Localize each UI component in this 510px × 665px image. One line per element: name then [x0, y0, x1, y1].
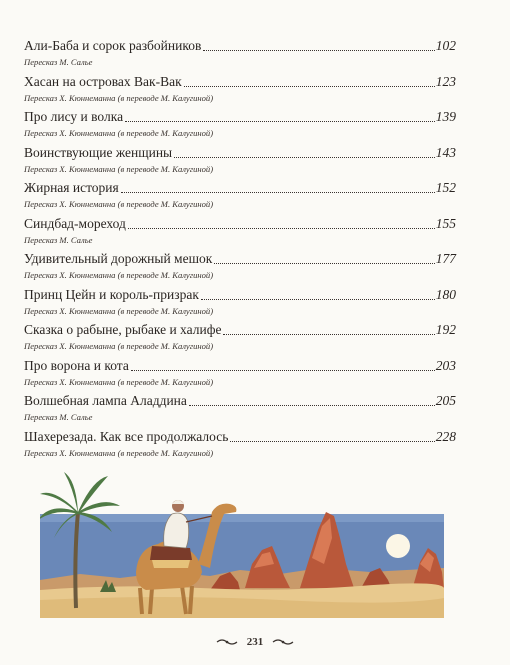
toc-entry-credit: Пересказ Х. Кюннеманна (в переводе М. Калугиной) — [24, 128, 214, 138]
toc-entry-title[interactable]: Хасан на островах Вак-Вак — [24, 73, 182, 89]
toc-entry[interactable] — [24, 216, 456, 252]
toc-entry-page: 192 — [435, 322, 456, 337]
dot-leader — [203, 49, 434, 51]
ornament-right-icon — [272, 638, 294, 646]
toc-entry-credit: Пересказ Х. Кюннеманна (в переводе М. Калугиной) — [24, 376, 214, 387]
toc-entry[interactable] — [24, 74, 456, 110]
dot-leader — [125, 120, 435, 122]
dot-leader — [121, 191, 435, 193]
toc-entry-title[interactable]: Про лису и волка — [24, 109, 124, 124]
toc-entry[interactable] — [24, 251, 456, 287]
toc-entry-credit: Пересказ М. Салье — [24, 412, 93, 422]
toc-entry[interactable] — [24, 38, 456, 74]
toc-entry-title[interactable]: Жирная история — [24, 180, 119, 195]
desert-illustration — [40, 468, 444, 618]
page-number: 231 — [246, 636, 264, 648]
toc-entry[interactable] — [24, 287, 456, 323]
toc-entry-credit: Пересказ Х. Кюннеманна (в переводе М. Калугиной) — [24, 341, 214, 351]
dot-leader — [189, 404, 435, 406]
toc-entry-title[interactable]: Про ворона и кота — [24, 357, 129, 373]
page-footer — [0, 636, 510, 648]
toc-entry-page: 205 — [435, 393, 456, 408]
toc-entry-page: 152 — [435, 180, 456, 195]
dot-leader — [184, 85, 435, 87]
toc-entry-credit: Пересказ Х. Кюннеманна (в переводе М. Калугиной) — [24, 163, 214, 174]
toc-entry-credit: Пересказ Х. Кюннеманна (в переводе М. Калугиной) — [24, 305, 214, 316]
dot-leader — [128, 227, 435, 229]
toc-entry-title[interactable]: Принц Цейн и король-призрак — [24, 286, 199, 302]
toc-entry-page: 155 — [435, 215, 456, 231]
toc-entry-title[interactable]: Али-Баба и сорок разбойников — [24, 38, 202, 53]
toc-entry-credit: Пересказ Х. Кюннеманна (в переводе М. Калугиной) — [24, 199, 214, 209]
toc-entry[interactable] — [24, 429, 456, 465]
toc-entry-page: 123 — [435, 73, 456, 89]
toc-entry-page: 143 — [435, 144, 456, 160]
dot-leader — [131, 369, 435, 371]
toc-entry-page: 139 — [435, 109, 456, 124]
toc-entry-page: 180 — [435, 286, 456, 302]
toc-entry-page: 177 — [435, 251, 456, 266]
toc-entry[interactable] — [24, 358, 456, 394]
dot-leader — [174, 156, 435, 158]
table-of-contents — [24, 38, 456, 464]
toc-entry-title[interactable]: Волшебная лампа Аладдина — [24, 393, 187, 408]
toc-entry[interactable] — [24, 322, 456, 358]
toc-entry[interactable] — [24, 109, 456, 145]
toc-entry[interactable] — [24, 145, 456, 181]
toc-entry-page: 102 — [435, 38, 456, 53]
toc-entry-title[interactable]: Воинствующие женщины — [24, 144, 173, 160]
toc-entry[interactable] — [24, 393, 456, 429]
toc-entry-title[interactable]: Удивительный дорожный мешок — [24, 251, 213, 266]
toc-entry-credit: Пересказ Х. Кюннеманна (в переводе М. Калугиной) — [24, 270, 214, 280]
toc-entry[interactable] — [24, 180, 456, 216]
toc-entry-page: 228 — [435, 428, 456, 444]
toc-entry-page: 203 — [435, 357, 456, 373]
dot-leader — [214, 262, 434, 264]
moon-icon — [386, 534, 410, 558]
dot-leader — [223, 333, 434, 335]
toc-entry-credit: Пересказ М. Салье — [24, 234, 93, 245]
toc-entry-credit: Пересказ М. Салье — [24, 57, 93, 67]
toc-entry-credit: Пересказ Х. Кюннеманна (в переводе М. Калугиной) — [24, 92, 214, 103]
dot-leader — [201, 298, 435, 300]
toc-entry-title[interactable]: Шахерезада. Как все продолжалось — [24, 428, 229, 444]
toc-entry-credit: Пересказ Х. Кюннеманна (в переводе М. Калугиной) — [24, 447, 214, 458]
ornament-left-icon — [216, 638, 238, 646]
dot-leader — [230, 440, 434, 442]
toc-entry-title[interactable]: Синдбад-мореход — [24, 215, 126, 231]
toc-entry-title[interactable]: Сказка о рабыне, рыбаке и халифе — [24, 322, 222, 337]
